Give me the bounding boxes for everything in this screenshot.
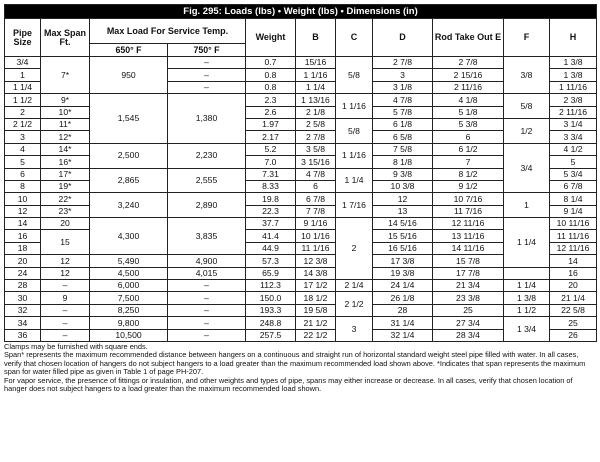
cell-weight: 37.7 bbox=[246, 218, 296, 230]
cell-h: 1 3/8 bbox=[550, 57, 597, 69]
cell-weight: 0.8 bbox=[246, 69, 296, 81]
cell-h: 5 3/4 bbox=[550, 168, 597, 180]
cell-e: 6 1/2 bbox=[433, 143, 504, 155]
table-row bbox=[5, 267, 597, 279]
cell-d: 3 1/8 bbox=[373, 81, 433, 93]
cell-d: 2 7/8 bbox=[373, 57, 433, 69]
cell-load650: 4,300 bbox=[90, 218, 168, 255]
cell-d: 16 5/16 bbox=[373, 242, 433, 254]
cell-h: 3 3/4 bbox=[550, 131, 597, 143]
cell-e: 7 bbox=[433, 156, 504, 168]
cell-b: 6 bbox=[296, 180, 336, 192]
cell-b: 14 3/8 bbox=[296, 267, 336, 279]
cell-load750: – bbox=[168, 69, 246, 81]
cell-load750: – bbox=[168, 292, 246, 304]
cell-size: 34 bbox=[5, 317, 41, 329]
cell-b: 3 5/8 bbox=[296, 143, 336, 155]
cell-c: 2 1/4 bbox=[336, 280, 373, 292]
cell-f: 1 1/4 bbox=[504, 218, 550, 268]
note-line: Span* represents the maximum recommended distance between hangers on a continuous and straight run of horizontal standard weight steel pipe filled with water. In all cases, verify that chosen location of hangers do not subject hangers to a load greater than the maximum recommended load shown above. *Indicates that span represents the maximum span for water filled pipe as given in Table 1 of page PH-207. bbox=[4, 350, 586, 377]
cell-h: 16 bbox=[550, 267, 597, 279]
cell-weight: 44.9 bbox=[246, 242, 296, 254]
cell-load650: 2,500 bbox=[90, 143, 168, 168]
cell-weight: 150.0 bbox=[246, 292, 296, 304]
cell-h: 3 1/4 bbox=[550, 118, 597, 130]
cell-h: 20 bbox=[550, 280, 597, 292]
cell-load650: 950 bbox=[90, 57, 168, 94]
table-title: Fig. 295: Loads (lbs) • Weight (lbs) • Dimensions (in) bbox=[5, 5, 597, 19]
cell-span: 9* bbox=[41, 94, 90, 106]
cell-size: 1 bbox=[5, 69, 41, 81]
cell-weight: 112.3 bbox=[246, 280, 296, 292]
cell-weight: 248.8 bbox=[246, 317, 296, 329]
cell-size: 18 bbox=[5, 242, 41, 254]
cell-h: 2 3/8 bbox=[550, 94, 597, 106]
cell-size: 8 bbox=[5, 180, 41, 192]
cell-h: 9 1/4 bbox=[550, 205, 597, 217]
table-row bbox=[5, 57, 597, 69]
cell-c: 2 bbox=[336, 218, 373, 280]
cell-b: 21 1/2 bbox=[296, 317, 336, 329]
cell-load750: 4,900 bbox=[168, 255, 246, 267]
cell-h: 2 11/16 bbox=[550, 106, 597, 118]
cell-span: 10* bbox=[41, 106, 90, 118]
cell-b: 22 1/2 bbox=[296, 329, 336, 341]
cell-span: 12 bbox=[41, 267, 90, 279]
cell-c: 1 1/4 bbox=[336, 168, 373, 193]
cell-h: 6 7/8 bbox=[550, 180, 597, 192]
cell-e: 23 3/8 bbox=[433, 292, 504, 304]
weight-header: Weight bbox=[246, 19, 296, 57]
cell-load750: – bbox=[168, 329, 246, 341]
f-header: F bbox=[504, 19, 550, 57]
cell-h: 5 bbox=[550, 156, 597, 168]
cell-e: 2 7/8 bbox=[433, 57, 504, 69]
cell-span: 12 bbox=[41, 255, 90, 267]
cell-weight: 22.3 bbox=[246, 205, 296, 217]
cell-e: 9 1/2 bbox=[433, 180, 504, 192]
cell-d: 5 7/8 bbox=[373, 106, 433, 118]
cell-load750: – bbox=[168, 81, 246, 93]
cell-size: 2 1/2 bbox=[5, 118, 41, 130]
cell-load650: 3,240 bbox=[90, 193, 168, 218]
cell-weight: 41.4 bbox=[246, 230, 296, 242]
table-row bbox=[5, 292, 597, 304]
cell-load750: 2,890 bbox=[168, 193, 246, 218]
cell-c: 1 1/16 bbox=[336, 143, 373, 168]
table-row bbox=[5, 193, 597, 205]
cell-h: 11 11/16 bbox=[550, 230, 597, 242]
spec-sheet bbox=[4, 4, 596, 393]
cell-load750: 2,555 bbox=[168, 168, 246, 193]
cell-f: 1 3/8 bbox=[504, 292, 550, 304]
cell-e: 5 3/8 bbox=[433, 118, 504, 130]
table-row bbox=[5, 94, 597, 106]
cell-weight: 5.2 bbox=[246, 143, 296, 155]
b-header: B bbox=[296, 19, 336, 57]
cell-h: 14 bbox=[550, 255, 597, 267]
cell-d: 7 5/8 bbox=[373, 143, 433, 155]
table-row bbox=[5, 218, 597, 230]
cell-weight: 7.31 bbox=[246, 168, 296, 180]
cell-load650: 5,490 bbox=[90, 255, 168, 267]
cell-e: 8 1/2 bbox=[433, 168, 504, 180]
cell-span: 14* bbox=[41, 143, 90, 155]
cell-h: 8 1/4 bbox=[550, 193, 597, 205]
rod-takeout-header: Rod Take Out E bbox=[433, 19, 504, 57]
cell-load650: 1,545 bbox=[90, 94, 168, 144]
cell-span: 9 bbox=[41, 292, 90, 304]
temp-750-header: 750° F bbox=[168, 44, 246, 57]
cell-f: 1 1/2 bbox=[504, 304, 550, 316]
cell-b: 19 5/8 bbox=[296, 304, 336, 316]
cell-load750: 1,380 bbox=[168, 94, 246, 144]
cell-weight: 2.6 bbox=[246, 106, 296, 118]
c-header: C bbox=[336, 19, 373, 57]
cell-load650: 7,500 bbox=[90, 292, 168, 304]
cell-d: 14 5/16 bbox=[373, 218, 433, 230]
table-body bbox=[5, 57, 597, 342]
cell-e: 21 3/4 bbox=[433, 280, 504, 292]
cell-size: 14 bbox=[5, 218, 41, 230]
cell-size: 5 bbox=[5, 156, 41, 168]
cell-b: 11 1/16 bbox=[296, 242, 336, 254]
cell-e: 25 bbox=[433, 304, 504, 316]
cell-b: 2 5/8 bbox=[296, 118, 336, 130]
cell-size: 3/4 bbox=[5, 57, 41, 69]
table-row bbox=[5, 280, 597, 292]
cell-e: 2 11/16 bbox=[433, 81, 504, 93]
cell-c: 1 7/16 bbox=[336, 193, 373, 218]
cell-f: 5/8 bbox=[504, 94, 550, 119]
cell-span: 15 bbox=[41, 230, 90, 255]
cell-weight: 2.3 bbox=[246, 94, 296, 106]
cell-e: 4 1/8 bbox=[433, 94, 504, 106]
cell-d: 12 bbox=[373, 193, 433, 205]
cell-d: 28 bbox=[373, 304, 433, 316]
cell-load750: – bbox=[168, 317, 246, 329]
cell-weight: 57.3 bbox=[246, 255, 296, 267]
cell-h: 25 bbox=[550, 317, 597, 329]
cell-span: – bbox=[41, 317, 90, 329]
cell-h: 1 3/8 bbox=[550, 69, 597, 81]
cell-weight: 19.8 bbox=[246, 193, 296, 205]
cell-e: 6 bbox=[433, 131, 504, 143]
cell-size: 4 bbox=[5, 143, 41, 155]
cell-b: 6 7/8 bbox=[296, 193, 336, 205]
cell-f: 1 3/4 bbox=[504, 317, 550, 342]
cell-h: 21 1/4 bbox=[550, 292, 597, 304]
cell-h: 10 11/16 bbox=[550, 218, 597, 230]
cell-e: 13 11/16 bbox=[433, 230, 504, 242]
cell-e: 28 3/4 bbox=[433, 329, 504, 341]
cell-size: 1 1/4 bbox=[5, 81, 41, 93]
cell-size: 32 bbox=[5, 304, 41, 316]
cell-size: 12 bbox=[5, 205, 41, 217]
cell-b: 17 1/2 bbox=[296, 280, 336, 292]
cell-span: – bbox=[41, 304, 90, 316]
cell-span: 12* bbox=[41, 131, 90, 143]
cell-e: 5 1/8 bbox=[433, 106, 504, 118]
cell-d: 15 5/16 bbox=[373, 230, 433, 242]
cell-h: 26 bbox=[550, 329, 597, 341]
cell-size: 10 bbox=[5, 193, 41, 205]
cell-load650: 10,500 bbox=[90, 329, 168, 341]
cell-b: 3 15/16 bbox=[296, 156, 336, 168]
cell-d: 13 bbox=[373, 205, 433, 217]
cell-size: 28 bbox=[5, 280, 41, 292]
cell-load650: 9,800 bbox=[90, 317, 168, 329]
cell-span: – bbox=[41, 280, 90, 292]
cell-weight: 193.3 bbox=[246, 304, 296, 316]
cell-d: 31 1/4 bbox=[373, 317, 433, 329]
table-row bbox=[5, 143, 597, 155]
cell-f: 1 1/4 bbox=[504, 280, 550, 292]
cell-f bbox=[504, 267, 550, 279]
max-span-header: Max Span Ft. bbox=[41, 19, 90, 57]
cell-c: 5/8 bbox=[336, 57, 373, 94]
cell-span: – bbox=[41, 329, 90, 341]
cell-span: 19* bbox=[41, 180, 90, 192]
cell-d: 3 bbox=[373, 69, 433, 81]
cell-load750: 4,015 bbox=[168, 267, 246, 279]
cell-weight: 0.7 bbox=[246, 57, 296, 69]
cell-h: 1 11/16 bbox=[550, 81, 597, 93]
cell-d: 19 3/8 bbox=[373, 267, 433, 279]
cell-size: 1 1/2 bbox=[5, 94, 41, 106]
cell-e: 17 7/8 bbox=[433, 267, 504, 279]
cell-d: 9 3/8 bbox=[373, 168, 433, 180]
max-load-header: Max Load For Service Temp. bbox=[90, 19, 246, 44]
cell-weight: 1.97 bbox=[246, 118, 296, 130]
cell-size: 30 bbox=[5, 292, 41, 304]
cell-weight: 7.0 bbox=[246, 156, 296, 168]
cell-h: 12 11/16 bbox=[550, 242, 597, 254]
cell-b: 18 1/2 bbox=[296, 292, 336, 304]
cell-span: 16* bbox=[41, 156, 90, 168]
cell-e: 15 7/8 bbox=[433, 255, 504, 267]
cell-b: 2 7/8 bbox=[296, 131, 336, 143]
notes bbox=[4, 343, 596, 393]
cell-e: 14 11/16 bbox=[433, 242, 504, 254]
cell-b: 1 13/16 bbox=[296, 94, 336, 106]
d-header: D bbox=[373, 19, 433, 57]
cell-size: 16 bbox=[5, 230, 41, 242]
cell-d: 10 3/8 bbox=[373, 180, 433, 192]
cell-span: 22* bbox=[41, 193, 90, 205]
cell-span: 17* bbox=[41, 168, 90, 180]
cell-b: 1 1/4 bbox=[296, 81, 336, 93]
cell-e: 10 7/16 bbox=[433, 193, 504, 205]
cell-load650: 4,500 bbox=[90, 267, 168, 279]
cell-f: 1/2 bbox=[504, 118, 550, 143]
cell-weight: 257.5 bbox=[246, 329, 296, 341]
cell-span: 23* bbox=[41, 205, 90, 217]
cell-b: 7 7/8 bbox=[296, 205, 336, 217]
cell-d: 4 7/8 bbox=[373, 94, 433, 106]
cell-d: 26 1/8 bbox=[373, 292, 433, 304]
cell-b: 10 1/16 bbox=[296, 230, 336, 242]
cell-e: 11 7/16 bbox=[433, 205, 504, 217]
cell-d: 32 1/4 bbox=[373, 329, 433, 341]
cell-c: 2 1/2 bbox=[336, 292, 373, 317]
dimension-table bbox=[4, 4, 597, 342]
table-row bbox=[5, 317, 597, 329]
cell-size: 24 bbox=[5, 267, 41, 279]
cell-load750: 3,835 bbox=[168, 218, 246, 255]
cell-b: 15/16 bbox=[296, 57, 336, 69]
cell-d: 17 3/8 bbox=[373, 255, 433, 267]
cell-size: 3 bbox=[5, 131, 41, 143]
pipe-size-header: Pipe Size bbox=[5, 19, 41, 57]
cell-weight: 2.17 bbox=[246, 131, 296, 143]
cell-load650: 8,250 bbox=[90, 304, 168, 316]
cell-h: 22 5/8 bbox=[550, 304, 597, 316]
cell-size: 36 bbox=[5, 329, 41, 341]
cell-d: 6 1/8 bbox=[373, 118, 433, 130]
cell-b: 9 1/16 bbox=[296, 218, 336, 230]
cell-f: 3/4 bbox=[504, 143, 550, 193]
cell-weight: 65.9 bbox=[246, 267, 296, 279]
cell-e: 12 11/16 bbox=[433, 218, 504, 230]
h-header: H bbox=[550, 19, 597, 57]
cell-d: 8 1/8 bbox=[373, 156, 433, 168]
cell-h: 4 1/2 bbox=[550, 143, 597, 155]
cell-size: 6 bbox=[5, 168, 41, 180]
cell-e: 2 15/16 bbox=[433, 69, 504, 81]
cell-weight: 0.8 bbox=[246, 81, 296, 93]
temp-650-header: 650° F bbox=[90, 44, 168, 57]
cell-b: 4 7/8 bbox=[296, 168, 336, 180]
note-line: Clamps may be furnished with square ends. bbox=[4, 341, 148, 351]
cell-c: 5/8 bbox=[336, 118, 373, 143]
cell-span: 7* bbox=[41, 57, 90, 94]
cell-b: 2 1/8 bbox=[296, 106, 336, 118]
cell-b: 1 1/16 bbox=[296, 69, 336, 81]
cell-load750: – bbox=[168, 304, 246, 316]
cell-size: 2 bbox=[5, 106, 41, 118]
cell-weight: 8.33 bbox=[246, 180, 296, 192]
cell-load650: 2,865 bbox=[90, 168, 168, 193]
cell-c: 3 bbox=[336, 317, 373, 342]
cell-f: 1 bbox=[504, 193, 550, 218]
cell-span: 20 bbox=[41, 218, 90, 230]
cell-d: 24 1/4 bbox=[373, 280, 433, 292]
cell-d: 6 5/8 bbox=[373, 131, 433, 143]
cell-load750: – bbox=[168, 57, 246, 69]
note-line: For vapor service, the presence of fittings or insulation, and other weights and types of pipe, spans may either increase or decrease. In all cases, verify that chosen location of hanger does not subject hangers to a load greater than the maximum recommended load shown. bbox=[4, 375, 573, 394]
cell-load750: 2,230 bbox=[168, 143, 246, 168]
cell-load750: – bbox=[168, 280, 246, 292]
cell-b: 12 3/8 bbox=[296, 255, 336, 267]
cell-e: 27 3/4 bbox=[433, 317, 504, 329]
cell-span: 11* bbox=[41, 118, 90, 130]
cell-f: 3/8 bbox=[504, 57, 550, 94]
table-row bbox=[5, 304, 597, 316]
cell-size: 20 bbox=[5, 255, 41, 267]
cell-c: 1 1/16 bbox=[336, 94, 373, 119]
cell-load650: 6,000 bbox=[90, 280, 168, 292]
